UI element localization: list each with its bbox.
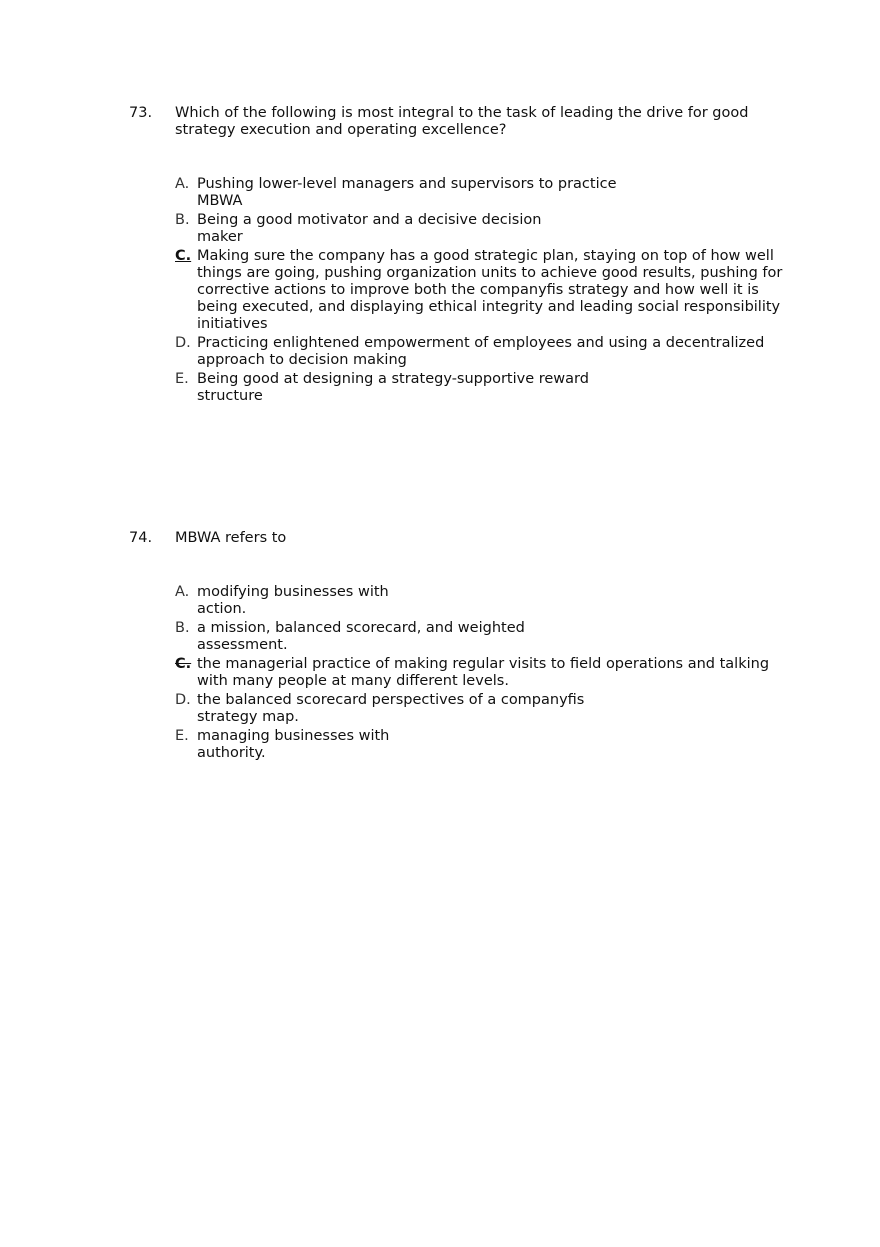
option-text-line: structure [197,388,263,404]
option-text-line: Being a good motivator and a decisive decision [197,212,542,228]
option-text-line: Practicing enlightened empowerment of employees and using a decentralized approach to decision making [197,335,765,368]
option-letter: A. [175,584,190,600]
question-header [129,105,789,139]
option-c-correct [175,248,789,333]
option-a [175,176,789,210]
option-text-line: a mission, balanced scorecard, and weighted [197,620,525,636]
question-text: MBWA refers to [175,530,287,546]
option-letter: B. [175,620,190,636]
option-text-line: MBWA [197,193,243,209]
option-c-correct [175,656,789,690]
option-b [175,620,789,654]
option-letter: D. [175,335,191,351]
question-number: 73. [129,105,153,121]
option-letter: B. [175,212,190,228]
option-e [175,728,789,762]
correct-answer-marker: C. [175,248,192,264]
option-text-line: action. [197,601,247,617]
question-74 [129,530,789,764]
option-text-line: Pushing lower-level managers and supervisors to practice [197,176,617,192]
option-text-line: modifying businesses with [197,584,389,600]
option-a [175,584,789,618]
option-d [175,692,789,726]
option-text-line: managing businesses with [197,728,390,744]
question-header [129,530,789,547]
option-text-line: the balanced scorecard perspectives of a companyfis [197,692,585,708]
answer-options [129,176,789,405]
option-text-line: maker [197,229,243,245]
option-e [175,371,789,405]
option-letter: E. [175,371,189,387]
option-text-line: Being good at designing a strategy-supportive reward [197,371,589,387]
option-text-line: Making sure the company has a good strategic plan, staying on top of how well things are going, pushing organization units to achieve good results, pushing for corrective actions to improve both the companyfis strategy and how well it is being executed, and displaying ethical integrity and leading social responsibility initiatives [197,248,783,332]
question-73 [129,105,789,407]
option-text-line: authority. [197,745,266,761]
option-text-line: the managerial practice of making regular visits to field operations and talking with many people at many different levels. [197,656,770,689]
option-letter: E. [175,728,189,744]
correct-answer-marker: C. [175,656,192,672]
option-text-line: strategy map. [197,709,299,725]
question-text: Which of the following is most integral to the task of leading the drive for good strategy execution and operating excellence? [175,105,749,138]
option-b [175,212,789,246]
option-d [175,335,789,369]
question-number: 74. [129,530,153,546]
option-letter: A. [175,176,190,192]
option-letter: D. [175,692,191,708]
answer-options [129,584,789,762]
option-text-line: assessment. [197,637,288,653]
